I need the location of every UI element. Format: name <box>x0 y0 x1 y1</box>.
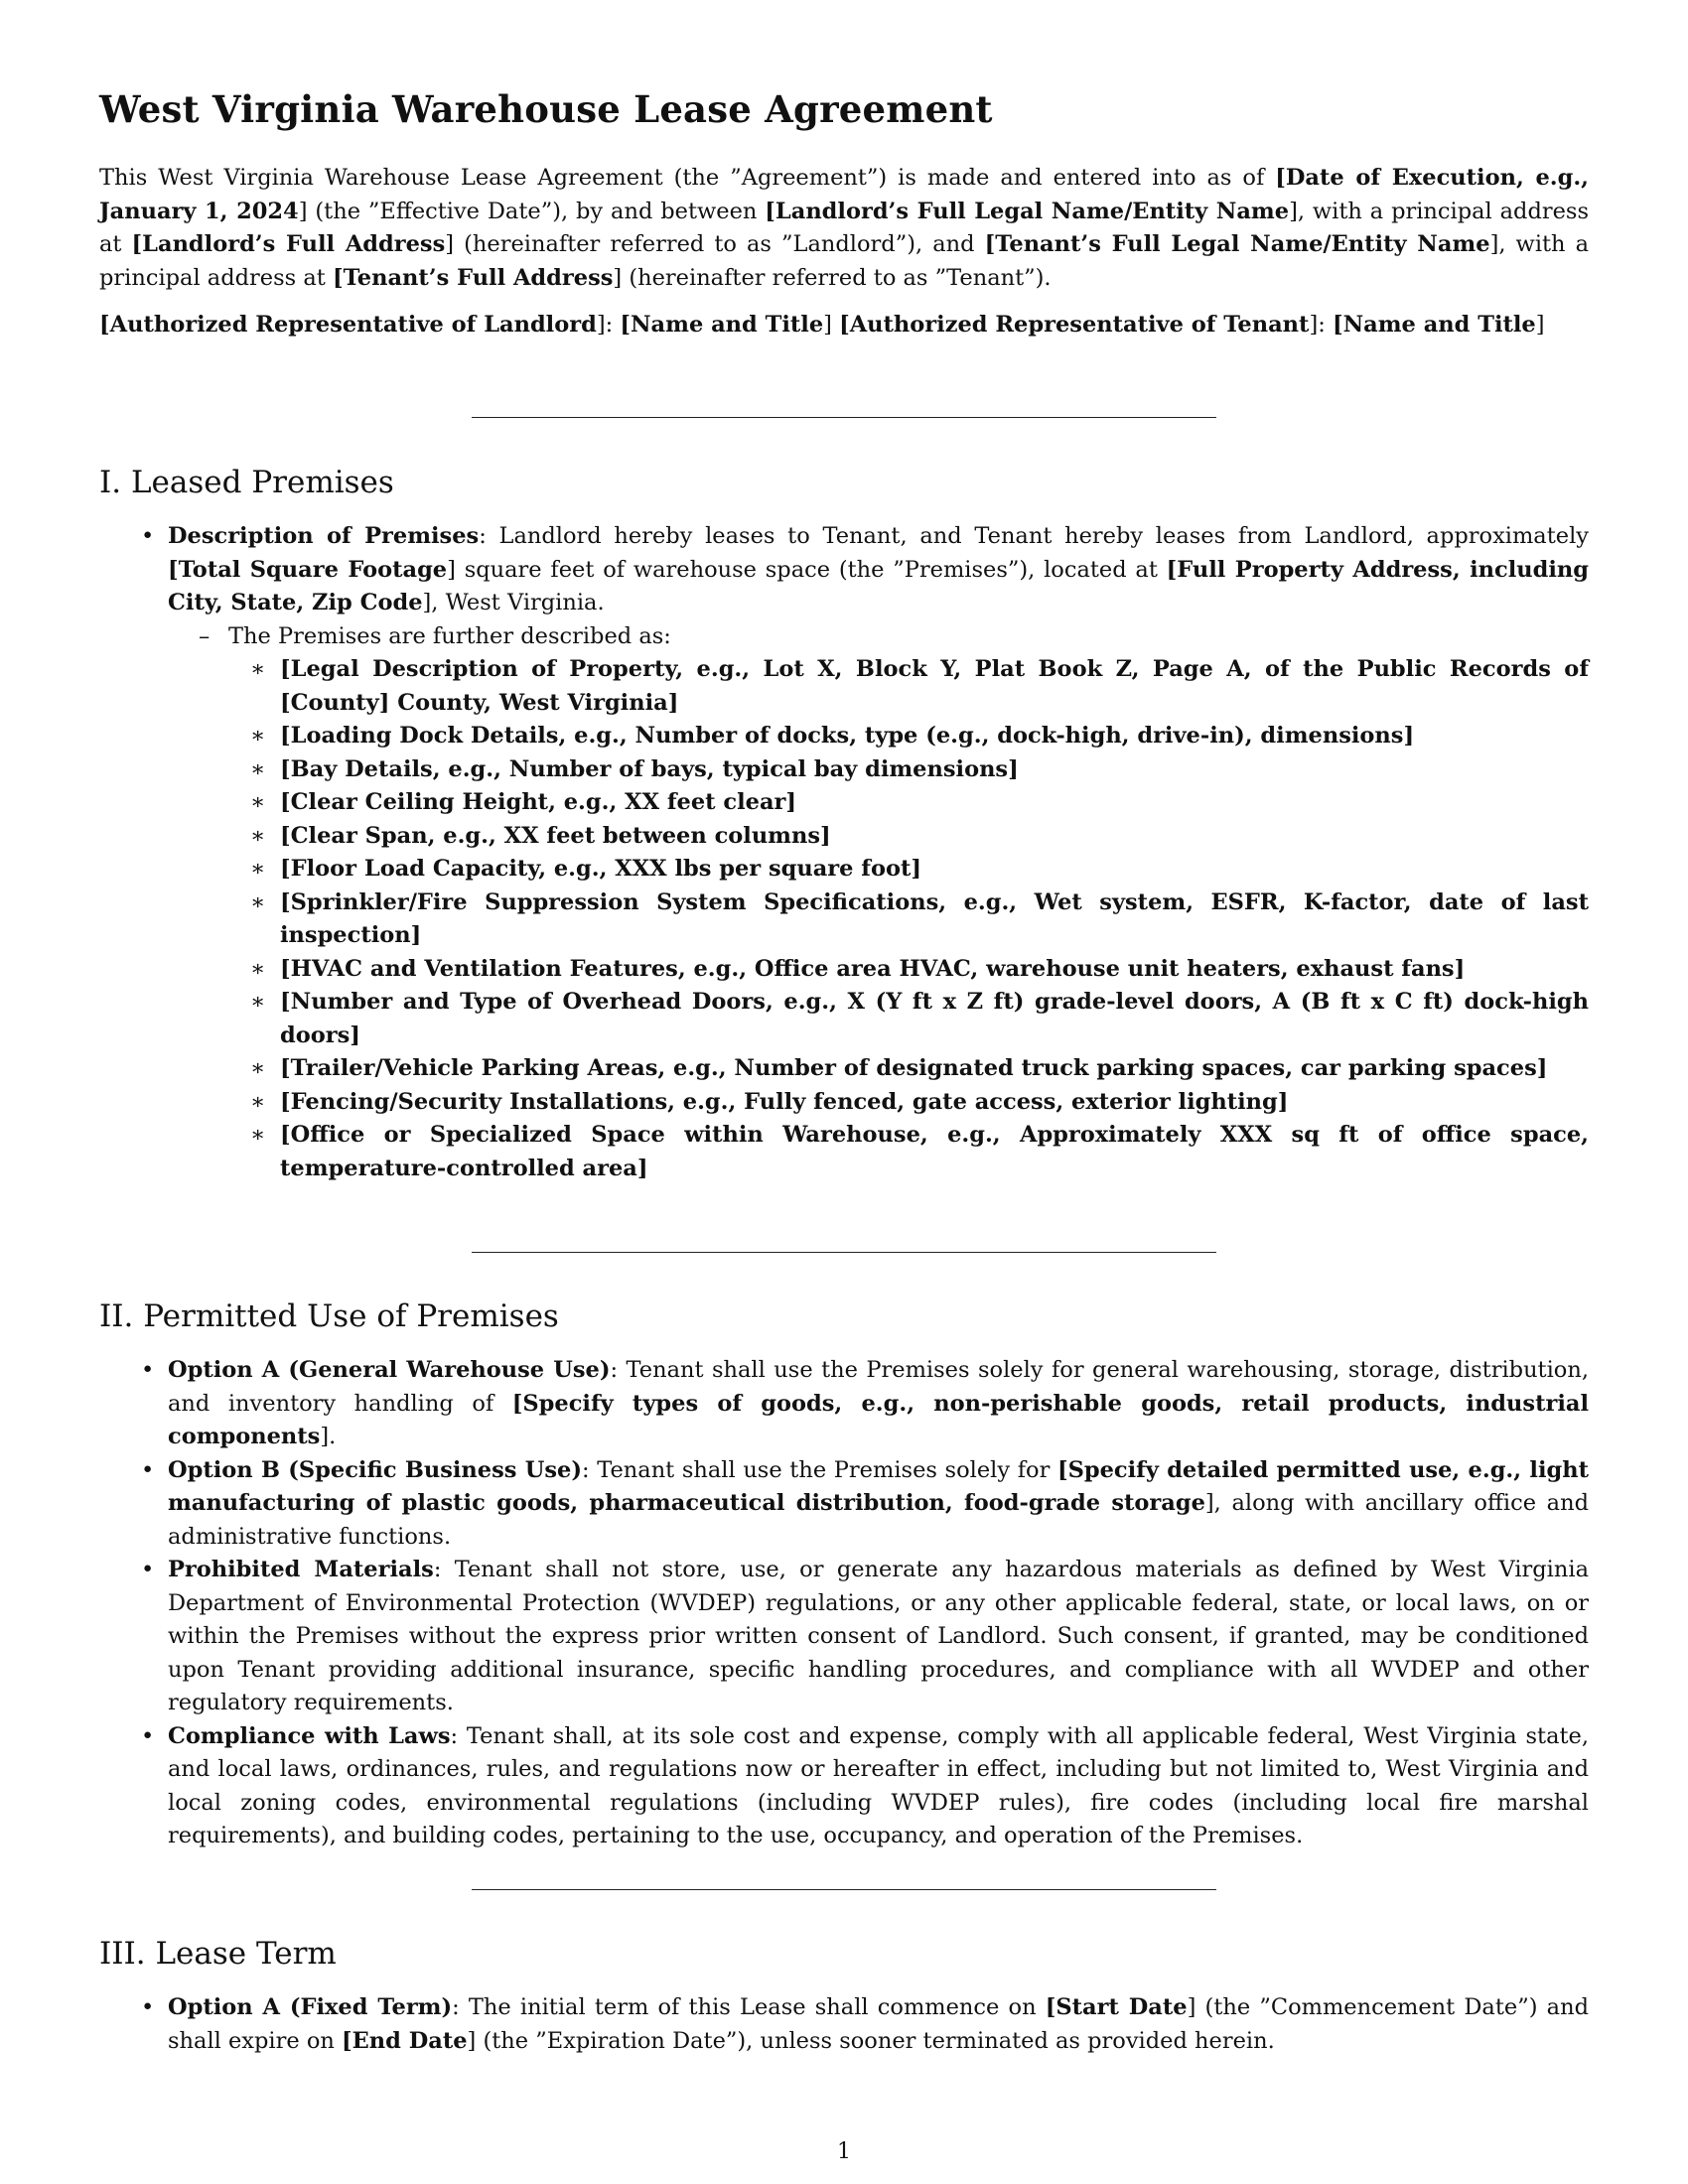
asterisk-icon: ∗ <box>250 755 266 782</box>
list-item-further-described: – The Premises are further described as: <box>99 620 1589 654</box>
list-item: ∗ [Number and Type of Overhead Doors, e.g., X (Y ft x Z ft) grade-level doors, A (B ft x C ft) dock-high doors] <box>99 986 1589 1052</box>
dash-icon: – <box>199 622 211 649</box>
list-item-compliance-with-laws: • Compliance with Laws: Tenant shall, at its sole cost and expense, comply with all applicable federal, West Virginia state, and local laws, ordinances, rules, and regulations now or hereafter in effect, including but not limited to, West Virginia and local zoning codes, environmental regulations (including WVDEP rules), fire codes (including local fire marshal requirements), and building codes, pertaining to the use, occupancy, and operation of the Premises. <box>99 1720 1589 1853</box>
bullet-icon: • <box>141 1456 155 1483</box>
bullet-icon: • <box>141 1357 155 1383</box>
asterisk-icon: ∗ <box>250 989 266 1015</box>
permitted-use-list <box>99 1354 1589 1853</box>
list-item: ∗ [Bay Details, e.g., Number of bays, typical bay dimensions] <box>99 753 1589 787</box>
intro-paragraph: This West Virginia Warehouse Lease Agreement (the ”Agreement”) is made and entered into as of [Date of Execution, e.g., January 1, 2024] (the ”Effective Date”), by and between [Landlord’s Full Legal Name/Entity Name], with a principal address at [Landlord’s Full Address] (hereinafter referred to as ”Landlord”), and [Tenant’s Full Legal Name/Entity Name], with a principal address at [Tenant’s Full Address] (hereinafter referred to as ”Tenant”). <box>99 165 1590 291</box>
bullet-icon: • <box>141 1557 155 1582</box>
list-item: ∗ [Office or Specialized Space within Warehouse, e.g., Approximately XXX sq ft of office space, temperature-controlled area] <box>99 1119 1589 1185</box>
list-item-option-b: • Option B (Specific Business Use): Tenant shall use the Premises solely for [Specify detailed permitted use, e.g., light manufacturing of plastic goods, pharmaceutical distribution, food-grade storage], along with ancillary office and administrative functions. <box>99 1454 1589 1555</box>
list-item-prohibited-materials: • Prohibited Materials: Tenant shall not store, use, or generate any hazardous materials as defined by West Virginia Department of Environmental Protection (WVDEP) regulations, or any other applicable federal, state, or local laws, on or within the Premises without the express prior written consent of Landlord. Such consent, if granted, may be conditioned upon Tenant providing additional insurance, specific handling procedures, and compliance with all WVDEP and other regulatory requirements. <box>99 1554 1589 1720</box>
document-page <box>99 0 1589 2184</box>
bullet-icon: • <box>141 523 155 549</box>
asterisk-icon: ∗ <box>250 888 266 915</box>
representatives-paragraph: [Authorized Representative of Landlord]: [Name and Title] [Authorized Representative of Tenant]: [Name and Title] <box>99 312 1545 338</box>
document-title: West Virginia Warehouse Lease Agreement <box>99 87 993 131</box>
section-divider <box>472 417 1216 418</box>
section-heading-permitted-use: II. Permitted Use of Premises <box>99 1298 559 1334</box>
list-item: ∗ [Fencing/Security Installations, e.g., Fully fenced, gate access, exterior lighting] <box>99 1086 1589 1120</box>
section-divider <box>472 1889 1216 1890</box>
list-item: ∗ [Floor Load Capacity, e.g., XXX lbs per square foot] <box>99 853 1589 887</box>
asterisk-icon: ∗ <box>250 822 266 849</box>
asterisk-icon: ∗ <box>250 856 266 882</box>
bullet-icon: • <box>141 1722 155 1749</box>
list-item-option-a: • Option A (General Warehouse Use): Tenant shall use the Premises solely for general warehousing, storage, distribution, and inventory handling of [Specify types of goods, e.g., non-perishable goods, retail products, industrial components]. <box>99 1354 1589 1454</box>
asterisk-icon: ∗ <box>250 955 266 982</box>
list-item: ∗ [Clear Span, e.g., XX feet between columns] <box>99 820 1589 854</box>
asterisk-icon: ∗ <box>250 1122 266 1148</box>
asterisk-icon: ∗ <box>250 789 266 815</box>
list-item: ∗ [HVAC and Ventilation Features, e.g., Office area HVAC, warehouse unit heaters, exhaust fans] <box>99 953 1589 987</box>
list-item: ∗ [Legal Description of Property, e.g., Lot X, Block Y, Plat Book Z, Page A, of the Public Records of [County] County, West Virginia] <box>99 653 1589 720</box>
asterisk-icon: ∗ <box>250 656 266 682</box>
lease-term-list <box>99 1991 1589 2058</box>
list-item: ∗ [Trailer/Vehicle Parking Areas, e.g., Number of designated truck parking spaces, car parking spaces] <box>99 1052 1589 1086</box>
list-item-description: • Description of Premises: Landlord hereby leases to Tenant, and Tenant hereby leases from Landlord, approximately [Total Square Footage] square feet of warehouse space (the ”Premises”), located at [Full Property Address, including City, State, Zip Code], West Virginia. <box>99 520 1589 620</box>
list-item-fixed-term: • Option A (Fixed Term): The initial term of this Lease shall commence on [Start Date] (the ”Commencement Date”) and shall expire on [End Date] (the ”Expiration Date”), unless sooner terminated as provided herein. <box>99 1991 1589 2058</box>
section-divider <box>472 1252 1216 1253</box>
asterisk-icon: ∗ <box>250 1088 266 1115</box>
bullet-icon: • <box>141 1994 155 2020</box>
list-item: ∗ [Loading Dock Details, e.g., Number of docks, type (e.g., dock-high, drive-in), dimensions] <box>99 720 1589 753</box>
list-item: ∗ [Clear Ceiling Height, e.g., XX feet clear] <box>99 786 1589 820</box>
asterisk-icon: ∗ <box>250 723 266 749</box>
page-number: 1 <box>837 2139 851 2164</box>
asterisk-icon: ∗ <box>250 1055 266 1081</box>
section-heading-lease-term: III. Lease Term <box>99 1936 337 1972</box>
list-item: ∗ [Sprinkler/Fire Suppression System Specifications, e.g., Wet system, ESFR, K-factor, date of last inspection] <box>99 887 1589 953</box>
section-heading-leased-premises: I. Leased Premises <box>99 465 394 500</box>
leased-premises-list <box>99 520 1589 1185</box>
